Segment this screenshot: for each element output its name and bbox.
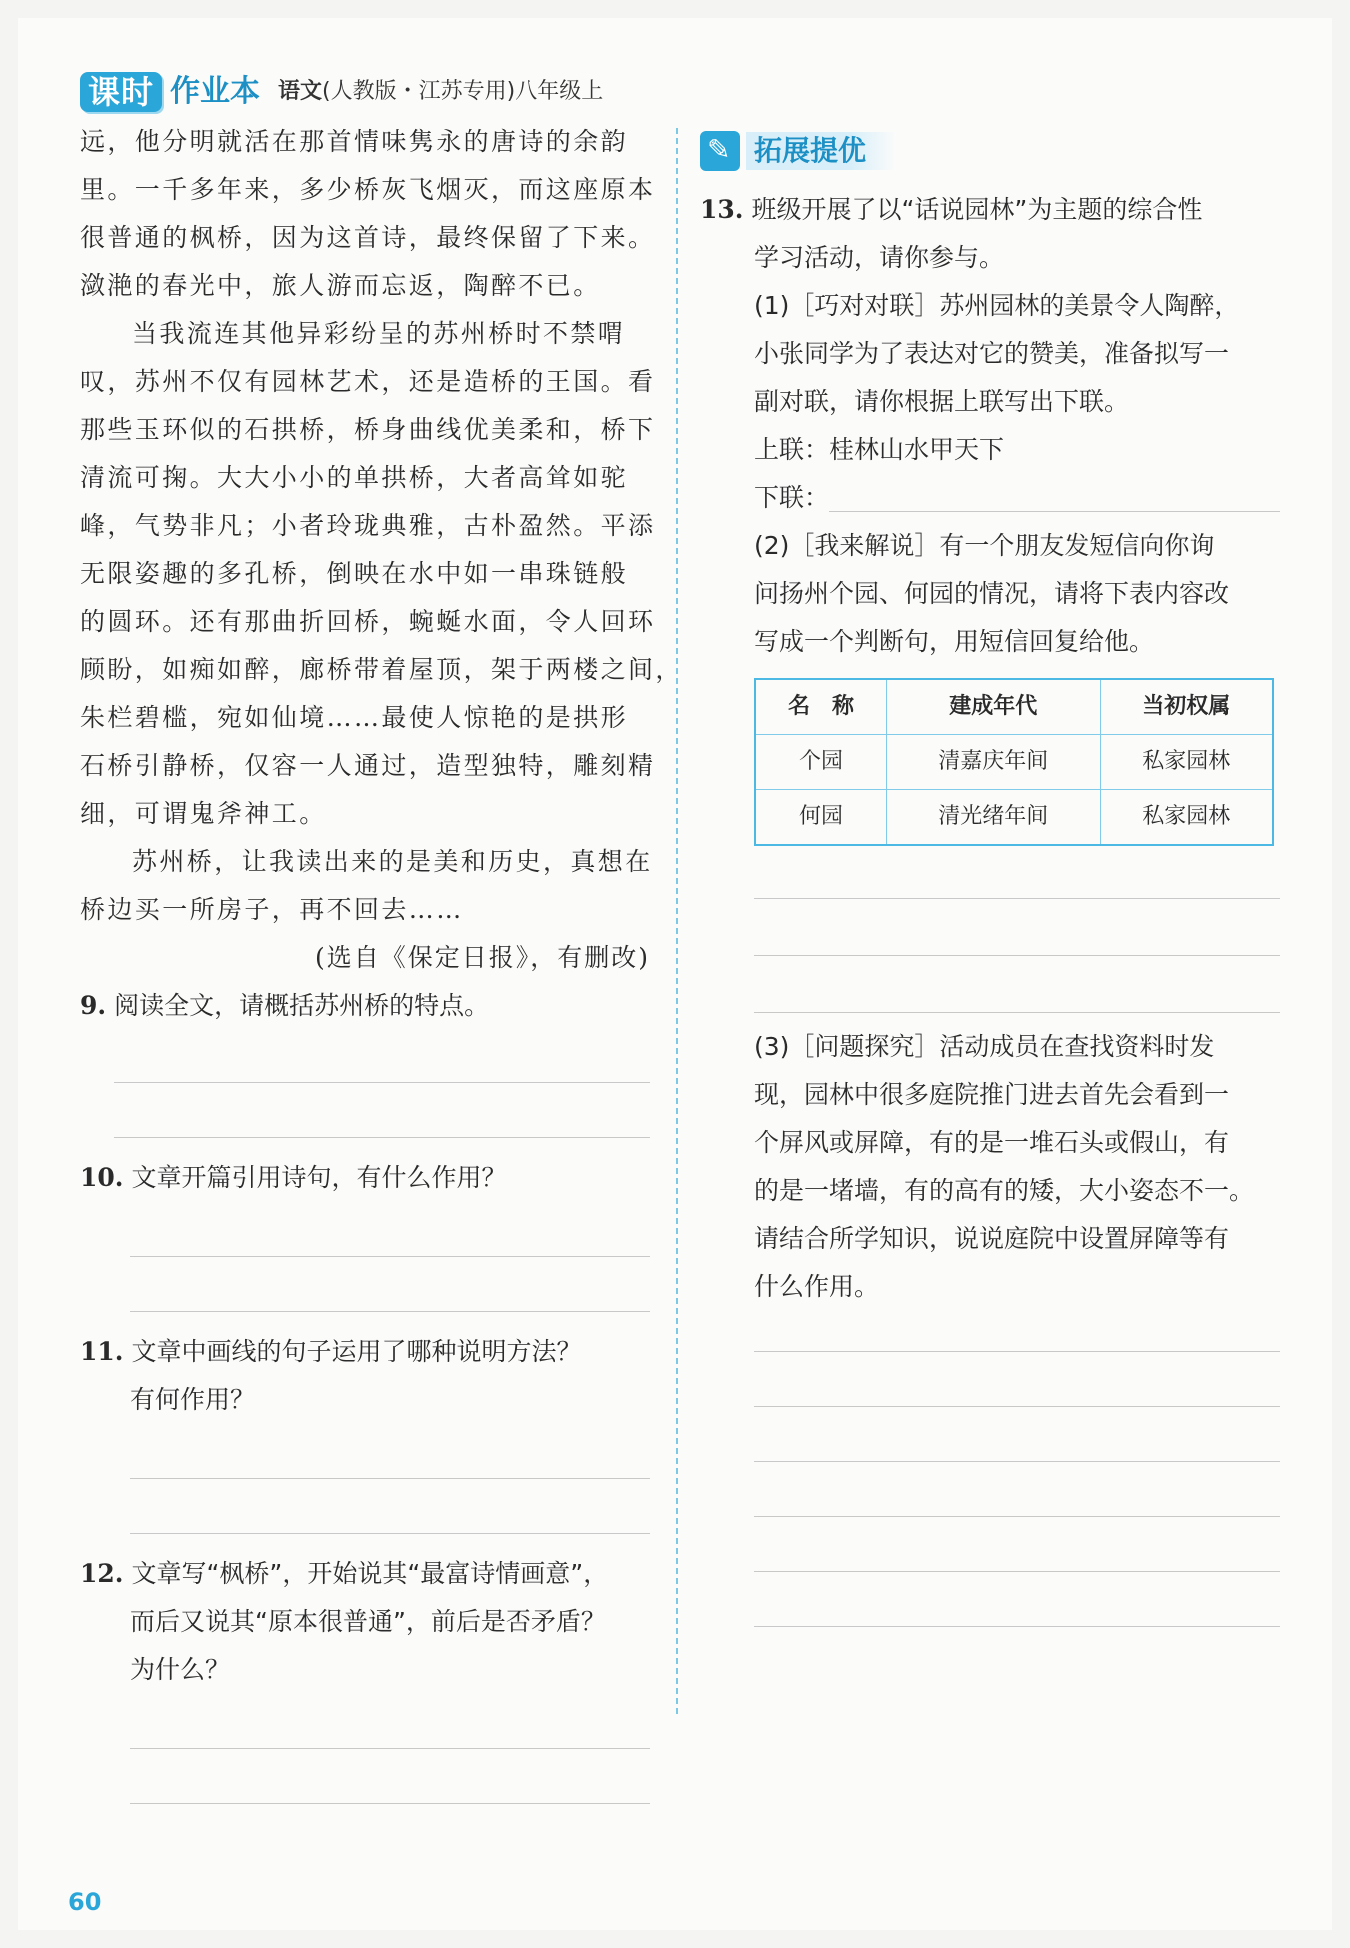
page-number: 60	[68, 1888, 102, 1916]
table-header: 名 称	[755, 679, 886, 735]
question-text: 有何作用？	[130, 1385, 256, 1414]
section-title: 拓展提优	[746, 132, 896, 170]
part-3-text: 的是一堵墙，有的高有的矮，大小姿态不一。	[754, 1176, 1255, 1205]
passage-line: 当我流连其他异彩纷呈的苏州桥时不禁喟	[132, 319, 626, 348]
passage-line: 远，他分明就活在那首情味隽永的唐诗的余韵	[80, 127, 629, 156]
book-subtitle	[278, 72, 603, 112]
passage-line: 峰，气势非凡；小者玲珑典雅，古朴盈然。平添	[80, 511, 656, 540]
series-logo: 课时	[80, 72, 162, 112]
part-1-text: 小张同学为了表达对它的赞美，准备拟写一	[754, 339, 1230, 368]
question-12	[80, 1550, 650, 1694]
passage-line: 清流可掬。大大小小的单拱桥，大者高耸如驼	[80, 463, 629, 492]
question-11	[80, 1328, 650, 1424]
answer-line[interactable]	[754, 1626, 1280, 1627]
page-header	[80, 68, 603, 112]
table-row	[755, 790, 1273, 846]
section-header	[700, 128, 1280, 174]
table-cell: 个园	[755, 735, 886, 790]
table-cell: 私家园林	[1100, 735, 1273, 790]
left-column	[80, 118, 683, 1804]
passage-line: 无限姿趣的多孔桥，倒映在水中如一串珠链般	[80, 559, 629, 588]
question-number: 12.	[80, 1559, 124, 1588]
table-header: 当初权属	[1100, 679, 1273, 735]
table-row	[755, 735, 1273, 790]
question-text: 文章开篇引用诗句，有什么作用？	[131, 1163, 507, 1192]
answer-line[interactable]	[130, 1311, 650, 1312]
subject: 语文	[278, 79, 323, 104]
column-divider	[676, 128, 678, 1714]
table-cell: 何园	[755, 790, 886, 846]
question-number: 13.	[700, 195, 744, 224]
passage-line: 潋滟的春光中，旅人游而忘返，陶醉不已。	[80, 271, 601, 300]
part-2-text: 问扬州个园、何园的情况，请将下表内容改	[754, 579, 1230, 608]
part-3-text: 个屏风或屏障，有的是一堆石头或假山，有	[754, 1128, 1230, 1157]
part-1-text: 副对联，请你根据上联写出下联。	[754, 387, 1130, 416]
question-text: 阅读全文，请概括苏州桥的特点。	[114, 991, 490, 1020]
part-3-text: 什么作用。	[754, 1272, 880, 1301]
question-text: 班级开展了以“话说园林”为主题的综合性	[751, 195, 1203, 224]
question-13	[700, 186, 1280, 1627]
garden-table	[754, 678, 1274, 846]
table-cell: 私家园林	[1100, 790, 1273, 846]
passage-line: 朱栏碧槛，宛如仙境……最使人惊艳的是拱形	[80, 703, 629, 732]
answer-line[interactable]	[130, 1803, 650, 1804]
question-9	[80, 982, 650, 1030]
table-cell: 清光绪年间	[886, 790, 1100, 846]
edition: (人教版・江苏专用)八年级上	[322, 79, 604, 104]
part-2-text: 写成一个判断句，用短信回复给他。	[754, 627, 1155, 656]
question-number: 10.	[80, 1163, 124, 1192]
passage-line: 那些玉环似的石拱桥，桥身曲线优美柔和，桥下	[80, 415, 656, 444]
passage-line: 桥边买一所房子，再不回去……	[80, 895, 464, 924]
couplet-second-label: 下联：	[754, 483, 830, 512]
question-text: 学习活动，请你参与。	[754, 243, 1005, 272]
answer-line[interactable]	[130, 1533, 650, 1534]
question-10	[80, 1154, 650, 1202]
passage-line: 很普通的枫桥，因为这首诗，最终保留了下来。	[80, 223, 656, 252]
pencil-icon	[700, 131, 740, 171]
question-text: 而后又说其“原本很普通”，前后是否矛盾？	[130, 1607, 606, 1636]
question-text: 文章写“枫桥”，开始说其“最富诗情画意”，	[131, 1559, 609, 1588]
series-name: 作业本	[170, 74, 261, 109]
question-number: 11.	[80, 1337, 124, 1366]
right-column	[700, 128, 1280, 1627]
couplet-first-line: 上联：桂林山水甲天下	[754, 435, 1005, 464]
part-3-text: (3)［问题探究］活动成员在查找资料时发	[754, 1032, 1215, 1061]
passage-line: 顾盼，如痴如醉，廊桥带着屋顶，架于两楼之间，	[80, 655, 683, 684]
part-2-text: (2)［我来解说］有一个朋友发短信向你询	[754, 531, 1215, 560]
passage-line: 叹，苏州不仅有园林艺术，还是造桥的王国。看	[80, 367, 656, 396]
question-text: 文章中画线的句子运用了哪种说明方法？	[131, 1337, 582, 1366]
reading-passage	[80, 118, 683, 982]
answer-line[interactable]	[829, 511, 1280, 512]
table-header: 建成年代	[886, 679, 1100, 735]
passage-line: 细，可谓鬼斧神工。	[80, 799, 327, 828]
part-3-text: 请结合所学知识，说说庭院中设置屏障等有	[754, 1224, 1230, 1253]
passage-source: (选自《保定日报》，有删改)	[314, 943, 650, 972]
question-text: 为什么？	[130, 1655, 231, 1684]
part-1-text: (1)［巧对对联］苏州园林的美景令人陶醉，	[754, 291, 1240, 320]
passage-line: 里。一千多年来，多少桥灰飞烟灭，而这座原本	[80, 175, 656, 204]
answer-line[interactable]	[114, 1137, 650, 1138]
question-number: 9.	[80, 991, 107, 1020]
passage-line: 石桥引静桥，仅容一人通过，造型独特，雕刻精	[80, 751, 656, 780]
passage-line: 的圆环。还有那曲折回桥，蜿蜒水面，令人回环	[80, 607, 656, 636]
couplet-second-line	[754, 474, 1280, 522]
passage-line: 苏州桥，让我读出来的是美和历史，真想在	[132, 847, 653, 876]
table-cell: 清嘉庆年间	[886, 735, 1100, 790]
part-3-text: 现，园林中很多庭院推门进去首先会看到一	[754, 1080, 1230, 1109]
